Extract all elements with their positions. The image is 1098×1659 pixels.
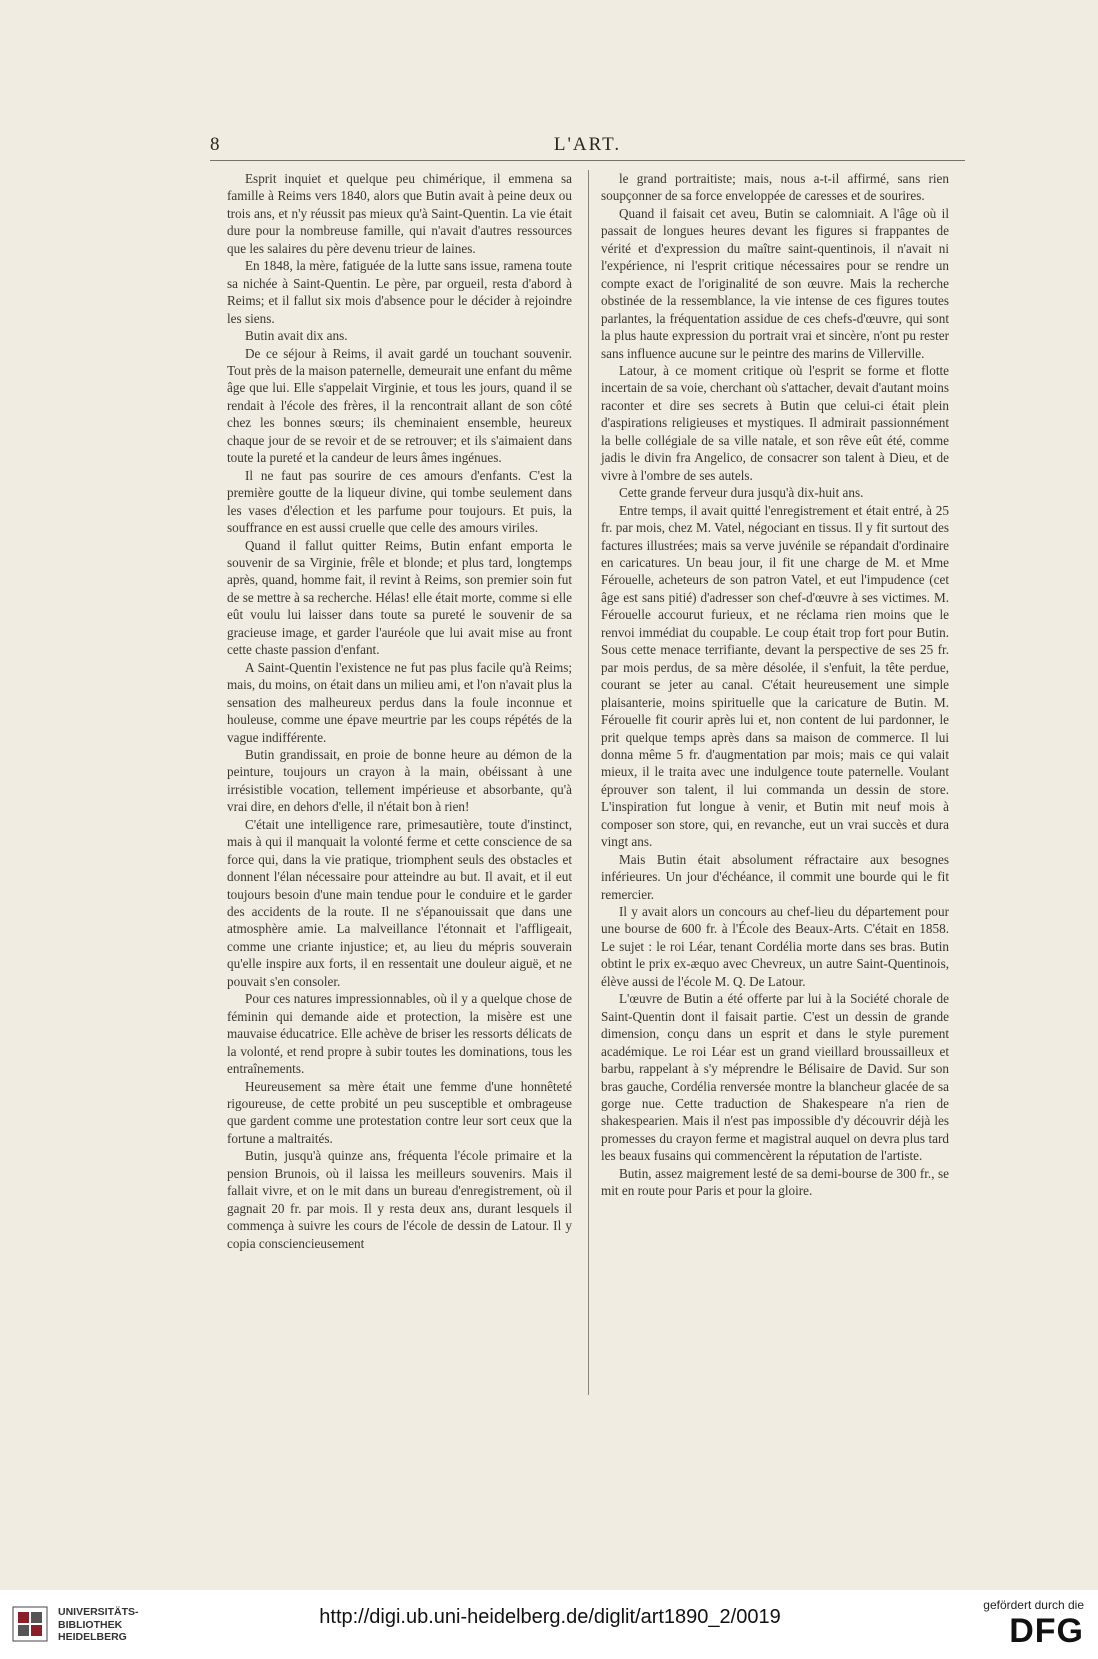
footer-bar: [0, 1590, 1098, 1659]
paragraph: L'œuvre de Butin a été offerte par lui à la Société chorale de Saint-Quentin dont il faisait partie. C'est un dessin de grande dimension, conçu dans un esprit et dans le style purement académique. Le roi Léar est un grand vieillard broussailleux et barbu, rappelant à s'y méprendre le Bélisaire de David. Sur son bras gauche, Cordélia renversée montre la blancheur glacée de sa gorge nue. Cette traduction de Shakespeare n'a rien de shakespearien. Mais il n'est pas impossible d'y découvrir déjà les promesses du crayon ferme et magistral auquel on devra plus tard les beaux fusains qui commencèrent la réputation de l'artiste.: [601, 991, 949, 1164]
paragraph: Latour, à ce moment critique où l'esprit se forme et flotte incertain de sa voie, cherchant où s'attacher, devait d'autant moins raconter et dire ses secrets à Butin que celui-ci était plein d'aspirations religieuses et mystiques. Il admirait passionnément la belle collégiale de sa ville natale, et son rêve eût été, comme jadis le divin fra Angelico, de consacrer son talent à Dieu, et de vivre à l'ombre de ses autels.: [601, 362, 949, 483]
paragraph: Butin avait dix ans.: [245, 328, 348, 344]
paragraph: Mais Butin était absolument réfractaire aux besognes inférieures. Un jour d'échéance, il commit une bourde qui le fit remercier.: [601, 851, 949, 902]
library-line: BIBLIOTHEK: [58, 1618, 123, 1631]
dfg-logo: DFG: [1009, 1612, 1084, 1650]
paragraph: Il y avait alors un concours au chef-lieu du département pour une bourse de 600 fr. à l'École des Beaux-Arts. C'était en 1858. Le sujet : le roi Léar, tenant Cordélia morte dans ses bras. Butin obtint le prix ex-æquo avec Chevreux, un autre Saint-Quentinois, élève aussi de l'école M. Q. De Latour.: [601, 904, 949, 989]
paragraph: A Saint-Quentin l'existence ne fut pas plus facile qu'à Reims; mais, du moins, on était dans un milieu ami, et l'on n'avait plus la sensation des malheureux perdus dans la foule inconnue et houleuse, comme une épave meurtrie par les coups répétés de la vague indifférente.: [227, 659, 572, 745]
library-line: HEIDELBERG: [58, 1631, 127, 1643]
left-column: [227, 170, 572, 1252]
library-name: [58, 1606, 139, 1644]
paragraph: Il ne faut pas sourire de ces amours d'enfants. C'est la première goutte de la liqueur divine, qui tombe seulement dans les vases d'élection et les parfume pour toujours. Et puis, la souffrance en est aussi cruelle que celle des amours viriles.: [227, 467, 572, 536]
paragraph: C'était une intelligence rare, primesautière, toute d'instinct, mais à qui il manquait la volonté ferme et cette conscience de sa force qui, dans la vie pratique, triomphent seuls des obstacles et donnent l'élan nécessaire pour atteindre au but. Il avait, et il eut toujours besoin d'une main tendue pour le conduire et le garder des accidents de la route. Il ne s'épanouissait que dans une atmosphère amie. La malveillance l'étonnait et l'affligeait, comme une criante injustice; et, au lieu du mépris souverain qu'elle inspire aux forts, il en ressentait une douleur aiguë, et ne pouvait s'en consoler.: [227, 816, 572, 989]
paragraph: Quand il faisait cet aveu, Butin se calomniait. A l'âge où il passait de longues heures devant les figures si frappantes de vérité et d'expression du maître saint-quentinois, il n'avait ni l'expérience, ni l'esprit critique nécessaires pour se rendre un compte exact de l'originalité de son œuvre. Mais la recherche obstinée de la ressemblance, la vie intense de ces figures toutes parlantes, la fréquentation assidue de ces chefs-d'œuvre, qui sont la plus haute expression du portrait vrai et sincère, n'ont pu rester sans influence aucune sur le peintre des marins de Villerville.: [601, 205, 949, 361]
paragraph: Entre temps, il avait quitté l'enregistrement et était entré, à 25 fr. par mois, chez M. Vatel, négociant en tissus. Il y fit surtout des factures illustrées; mais sa verve juvénile se répandait d'ordinaire en caricatures. Un beau jour, il fit une charge de M. et Mme Férouelle, acheteurs de son patron Vatel, et eut l'impudence (cet âge est sans pitié) d'adresser son chef-d'œuvre à ses victimes. M. Férouelle accourut furieux, et ne réclama rien moins que le renvoi immédiat du coupable. Le coup était trop fort pour Butin. Sous cette menace terrifiante, devant la perspective de ses 25 fr. par mois perdus, de sa mère désolée, il s'enfuit, la tête perdue, courant se jeter au canal. C'était heureusement une simple plaisanterie, moins spirituelle que la caricature de Butin. M. Férouelle fit courir après lui et, non content de lui pardonner, le prit quelque temps après dans sa maison de commerce. Il lui donna même 5 fr. d'augmentation par mois; mais ce qui valait mieux, il le traita avec une indulgence toute paternelle. Voulant éprouver son talent, il lui commanda un dessin de store. L'inspiration fut longue à venir, et Butin mit neuf mois à composer son store, qui, en revanche, eut un vrai succès et dura vingt ans.: [601, 502, 949, 850]
header-rule: [210, 160, 965, 161]
page-number: 8: [210, 134, 220, 155]
library-logo: [12, 1602, 172, 1648]
paragraph: Esprit inquiet et quelque peu chimérique, il emmena sa famille à Reims vers 1840, alors que Butin avait à peine deux ou trois ans, et n'y réussit pas mieux qu'à Saint-Quentin. La vie était dure pour la nombreuse famille, qui n'avait d'autres ressources que les salaires du père devenu trieur de laines.: [227, 171, 572, 256]
paragraph: Butin grandissait, en proie de bonne heure au démon de la peinture, toujours un crayon à la main, obéissant à une irrésistible vocation, tellement impérieuse et absorbante, qu'à vrai dire, en dehors d'elle, il n'était bon à rien!: [227, 746, 572, 815]
dfg-funding: [944, 1598, 1084, 1654]
page-header: [210, 134, 965, 158]
paragraph: Butin, jusqu'à quinze ans, fréquenta l'école primaire et la pension Brunois, où il laissa les meilleurs souvenirs. Mais il fallait vivre, et on le mit dans un bureau d'enregistrement, où il gagnait 20 fr. par mois. Il y resta deux ans, durant lesquels il commença à suivre les cours de l'école de dessin de Latour. Il y copia consciencieusement: [227, 1148, 572, 1251]
journal-title: L'ART.: [553, 134, 622, 155]
library-line: UNIVERSITÄTS-: [58, 1606, 139, 1618]
source-url-link[interactable]: http://digi.ub.uni-heidelberg.de/diglit/art1890_2/0019: [319, 1606, 781, 1628]
paragraph: De ce séjour à Reims, il avait gardé un touchant souvenir. Tout près de la maison paternelle, demeurait une enfant du même âge que lui. Elle s'appelait Virginie, et tous les jours, quand il se rendait à l'école des frères, il la rencontrait allant de son côté chez les bonnes sœurs; ils cheminaient ensemble, heureux chaque jour de se revoir et de se retrouver; et ils s'aimaient dans toute la pureté et la candeur de leurs âmes ingénues.: [227, 345, 572, 466]
paragraph: Pour ces natures impressionnables, où il y a quelque chose de féminin qui demande aide et protection, la misère est une mauvaise éducatrice. Elle achève de briser les ressorts délicats de la volonté, et rend propre à subir toutes les dominations, tous les entraînements.: [227, 991, 572, 1077]
column-divider: [588, 170, 589, 1395]
dfg-caption: gefördert durch die: [983, 1598, 1084, 1612]
paragraph: Heureusement sa mère était une femme d'une honnêteté rigoureuse, de cette probité un peu susceptible et ombrageuse que gardent comme une protestation contre leur sort ceux que la fortune a maltraités.: [227, 1078, 572, 1146]
paragraph: Butin, assez maigrement lesté de sa demi-bourse de 300 fr., se mit en route pour Paris et pour la gloire.: [601, 1165, 949, 1199]
paragraph: le grand portraitiste; mais, nous a-t-il affirmé, sans rien soupçonner de sa force enveloppée de caresses et de sourires.: [601, 171, 949, 204]
paragraph: Quand il fallut quitter Reims, Butin enfant emporta le souvenir de sa Virginie, frêle et blonde; et plus tard, longtemps après, quand, homme fait, il revint à Reims, son premier soin fut de se mettre à sa recherche. Hélas! elle était morte, comme si elle eût voulu lui laisser dans toute sa pureté le souvenir de sa gracieuse image, et garder l'auréole que lui avait mise au front cette chaste passion d'enfant.: [227, 537, 572, 658]
right-column: [601, 170, 949, 1200]
university-seal-icon: [12, 1606, 48, 1642]
paragraph: Cette grande ferveur dura jusqu'à dix-huit ans.: [619, 485, 864, 501]
paragraph: En 1848, la mère, fatiguée de la lutte sans issue, ramena toute sa nichée à Saint-Quentin. Le père, par orgueil, resta d'abord à Reims; et il fallut six mois d'absence pour le décider à rejoindre les siens.: [227, 258, 572, 326]
